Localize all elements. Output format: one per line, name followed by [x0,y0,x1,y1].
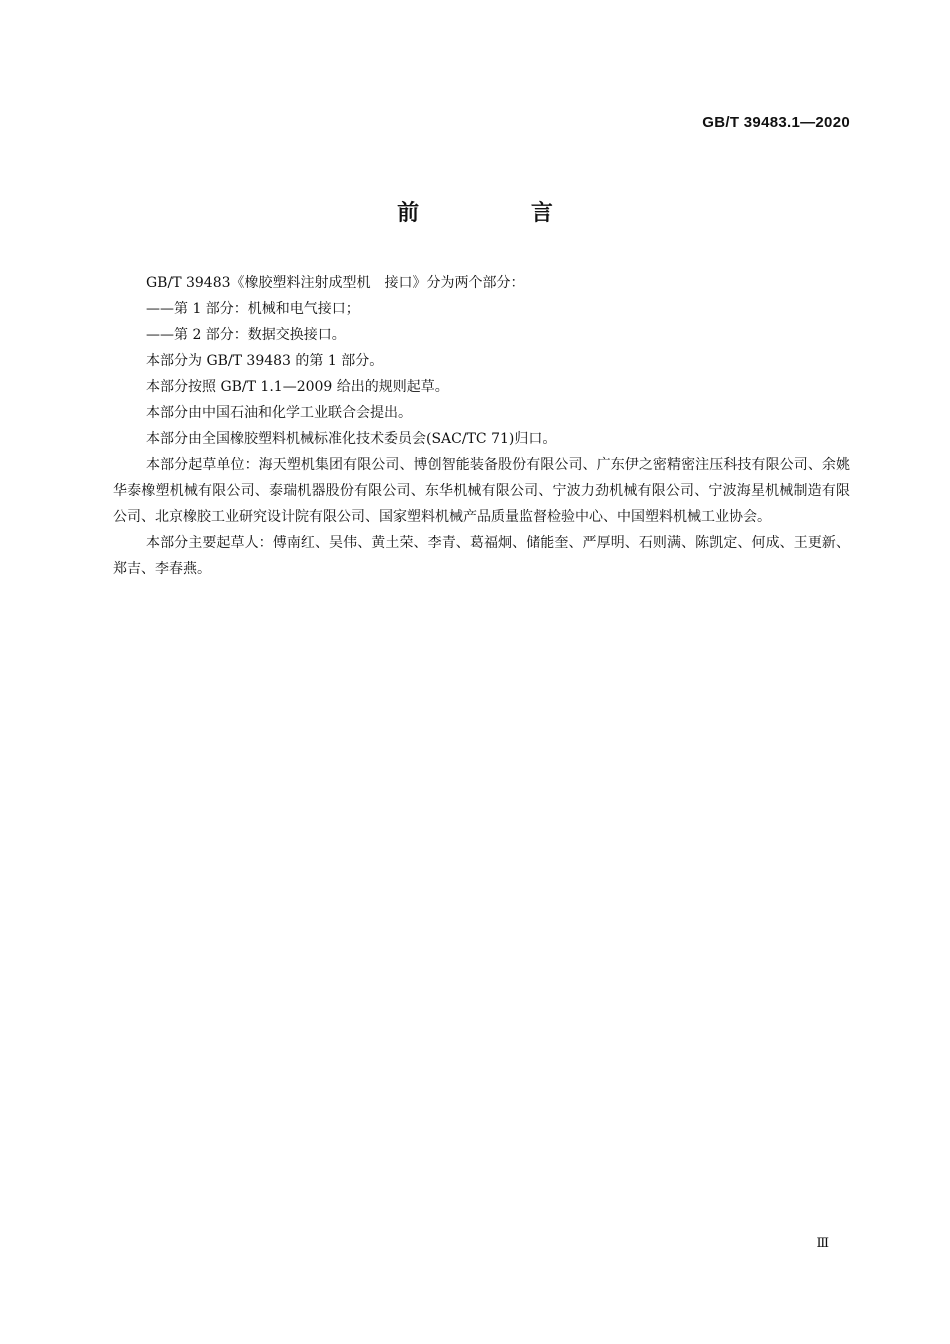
paragraph-drafters: 本部分主要起草人：傅南红、吴伟、黄土荣、李青、葛福炯、储能奎、严厚明、石则满、陈凯定、何成、王更新、郑吉、李春燕。 [113,535,850,577]
standard-code: GB/T 39483.1—2020 [702,114,850,131]
paragraph-parts-intro: GB/T 39483《橡胶塑料注射成型机 接口》分为两个部分： [146,275,525,291]
foreword-body [113,270,850,582]
paragraph-part-1: ——第 1 部分：机械和电气接口； [146,301,360,317]
paragraph-proposed-by: 本部分由中国石油和化学工业联合会提出。 [146,405,412,421]
paragraph-part-2: ——第 2 部分：数据交换接口。 [146,327,346,343]
paragraph-drafting-rules: 本部分按照 GB/T 1.1—2009 给出的规则起草。 [146,379,449,395]
paragraph-drafting-units: 本部分起草单位：海天塑机集团有限公司、博创智能装备股份有限公司、广东伊之密精密注压科技有限公司、余姚华泰橡塑机械有限公司、泰瑞机器股份有限公司、东华机械有限公司、宁波力劲机械有限公司、宁波海星机械制造有限公司、北京橡胶工业研究设计院有限公司、国家塑料机械产品质量监督检验中心、中国塑料机械工业协会。 [113,457,850,525]
page-title: 前 言 [397,201,605,226]
paragraph-scope: 本部分为 GB/T 39483 的第 1 部分。 [146,353,384,369]
paragraph-centralized-by: 本部分由全国橡胶塑料机械标准化技术委员会(SAC/TC 71)归口。 [146,431,557,447]
page-number: Ⅲ [816,1236,829,1251]
